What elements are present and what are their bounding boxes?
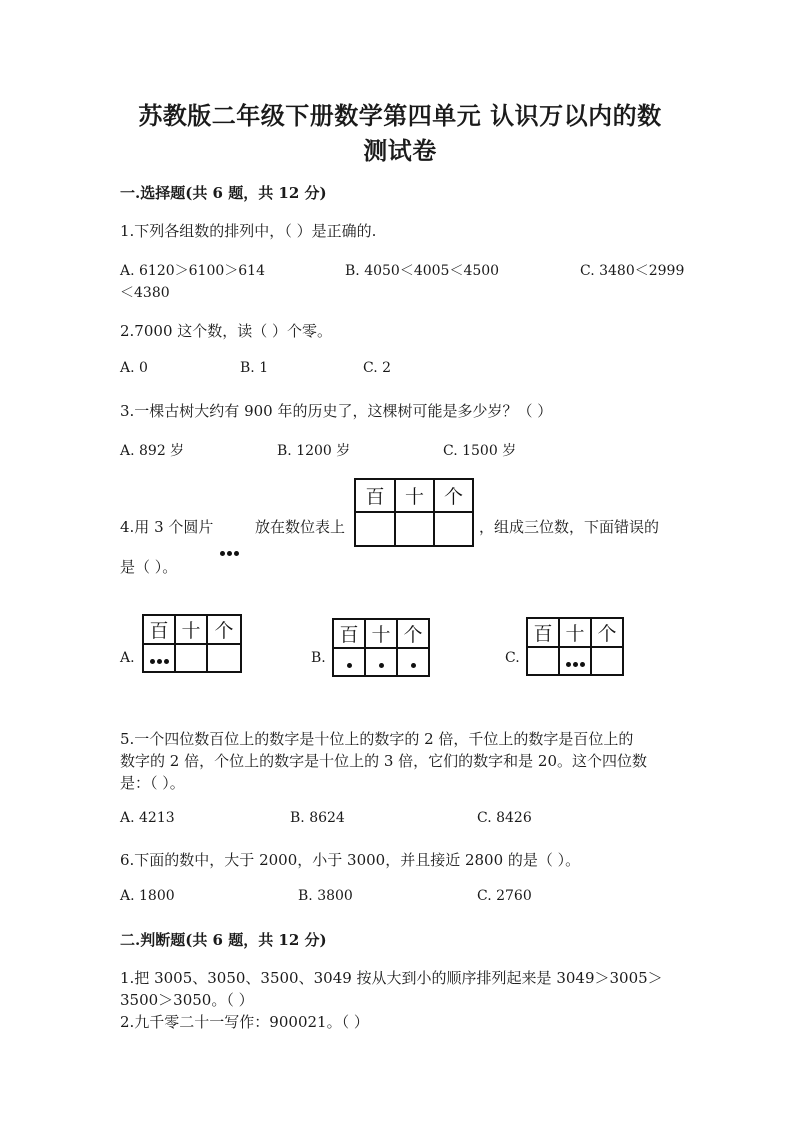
question-6-text: 6.下面的数中，大于 2000，小于 3000，并且接近 2800 的是（ ）。 (120, 851, 581, 869)
question-4-option-c[interactable]: C. (505, 650, 520, 666)
question-5-option-b[interactable]: B. 8624 (290, 810, 345, 826)
question-4-option-a[interactable]: A. (120, 650, 135, 666)
option-b-place-value-table[interactable] (332, 618, 430, 677)
option-c-header-tens: 十 (559, 618, 591, 647)
option-b-header-tens: 十 (365, 619, 397, 648)
place-header-hundreds: 百 (355, 479, 395, 512)
option-c-header-hundreds: 百 (527, 618, 559, 647)
question-1-option-b[interactable]: B. 4050＜4005＜4500 (345, 263, 500, 279)
option-a-header-ones: 个 (207, 615, 241, 644)
question-6-option-b[interactable]: B. 3800 (298, 888, 353, 904)
option-c-place-value-table[interactable] (526, 617, 624, 676)
option-a-cell-ones (207, 644, 241, 672)
option-b-header-ones: 个 (397, 619, 429, 648)
question-5-line2: 数字的 2 倍，个位上的数字是十位上的 3 倍，它们的数字和是 20。这个四位数 (120, 752, 648, 770)
option-b-cell-tens (365, 648, 397, 676)
question-1-text: 1.下列各组数的排列中，（ ）是正确的. (120, 222, 377, 240)
option-c-cell-hundreds (527, 647, 559, 675)
question-5-option-a[interactable]: A. 4213 (120, 810, 175, 826)
section-heading-judgment: 二.判断题(共 6 题，共 12 分) (120, 931, 327, 949)
question-6-option-c[interactable]: C. 2760 (477, 888, 532, 904)
question-1-option-c-continued: ＜4380 (120, 285, 170, 301)
question-5-line3: 是：（ ）。 (120, 774, 185, 792)
question-2-option-c[interactable]: C. 2 (363, 360, 392, 376)
option-c-cell-tens (559, 647, 591, 675)
option-a-header-hundreds: 百 (143, 615, 175, 644)
option-a-place-value-table[interactable] (142, 614, 242, 673)
question-2-option-a[interactable]: A. 0 (120, 360, 148, 376)
option-a-header-tens: 十 (175, 615, 207, 644)
option-a-cell-tens (175, 644, 207, 672)
page-title-line1: 苏教版二年级下册数学第四单元 认识万以内的数 (138, 101, 662, 130)
question-4-text-part3: ，组成三位数，下面错误的 (479, 518, 660, 536)
three-counters-icon (219, 541, 240, 560)
option-c-cell-ones (591, 647, 623, 675)
option-b-cell-hundreds (333, 648, 365, 676)
question-1-option-a[interactable]: A. 6120＞6100＞614 (120, 263, 265, 279)
place-cell-ones (434, 512, 473, 546)
page-title-line2: 测试卷 (363, 136, 437, 165)
question-2-text: 2.7000 这个数，读（ ）个零。 (120, 322, 333, 340)
section-heading-choice: 一.选择题(共 6 题，共 12 分) (120, 184, 327, 202)
option-b-header-hundreds: 百 (333, 619, 365, 648)
question-4-text-part1: 4.用 3 个圆片 (120, 518, 214, 536)
place-cell-tens (395, 512, 434, 546)
question-4-text-line2: 是（ ）。 (120, 558, 178, 576)
question-1-option-c[interactable]: C. 3480＜2999 (580, 263, 685, 279)
question-5-line1: 5.一个四位数百位上的数字是十位上的数字的 2 倍，千位上的数字是百位上的 (120, 730, 634, 748)
place-header-ones: 个 (434, 479, 473, 512)
question-6-option-a[interactable]: A. 1800 (120, 888, 175, 904)
place-header-tens: 十 (395, 479, 434, 512)
option-c-header-ones: 个 (591, 618, 623, 647)
option-b-cell-ones (397, 648, 429, 676)
question-3-option-a[interactable]: A. 892 岁 (120, 443, 185, 459)
judgment-2-text: 2.九千零二十一写作：900021。（ ） (120, 1013, 369, 1031)
question-4-text-part2: 放在数位表上 (255, 518, 346, 536)
place-cell-hundreds (355, 512, 395, 546)
question-5-option-c[interactable]: C. 8426 (477, 810, 532, 826)
question-3-option-b[interactable]: B. 1200 岁 (277, 443, 351, 459)
question-3-option-c[interactable]: C. 1500 岁 (443, 443, 517, 459)
judgment-1-line1: 1.把 3005、3050、3500、3049 按从大到小的顺序排列起来是 3049＞3005＞ (120, 969, 663, 987)
place-value-table (354, 478, 474, 547)
question-4-option-b[interactable]: B. (311, 650, 326, 666)
question-3-text: 3.一棵古树大约有 900 年的历史了，这棵树可能是多少岁？（ ） (120, 402, 553, 420)
question-2-option-b[interactable]: B. 1 (240, 360, 269, 376)
judgment-1-line2: 3500＞3050。（ ） (120, 991, 254, 1009)
option-a-cell-hundreds (143, 644, 175, 672)
